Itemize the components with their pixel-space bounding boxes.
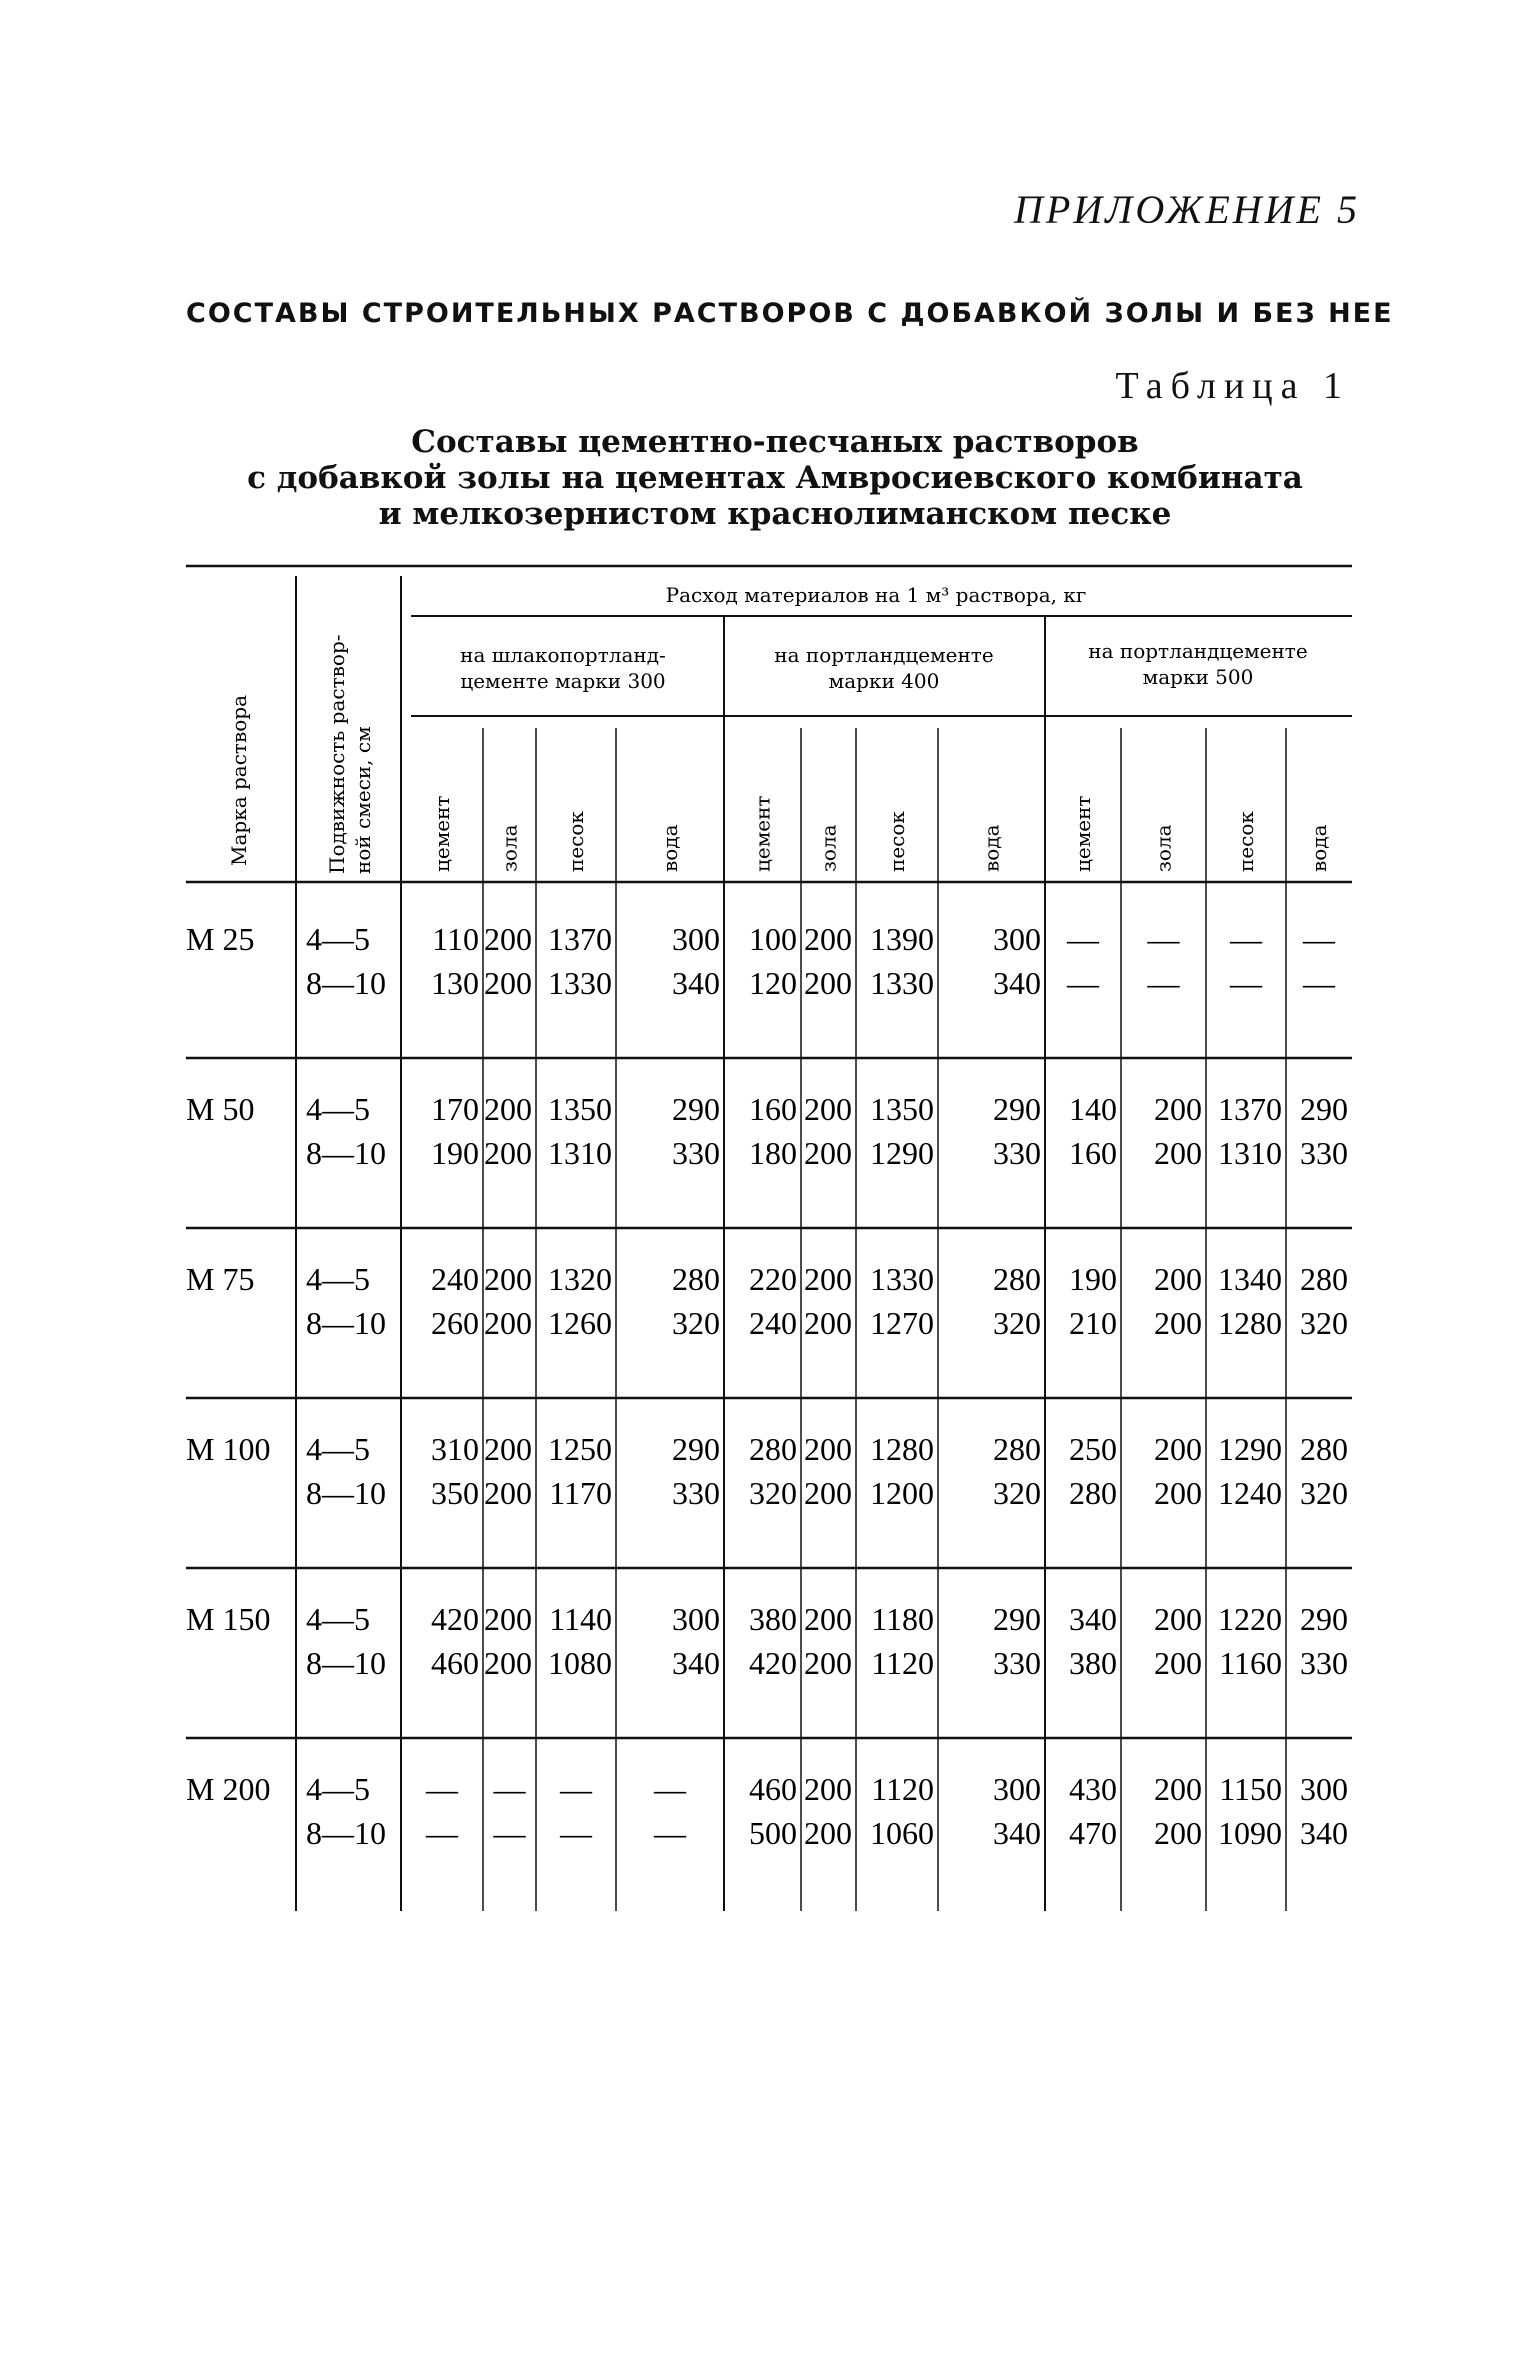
value-cell: 1280 xyxy=(1218,1305,1282,1341)
value-cell: 110 xyxy=(432,921,479,957)
value-cell: 210 xyxy=(1069,1305,1117,1341)
col-header-grade: Марка раствора xyxy=(227,694,251,866)
value-cell: 340 xyxy=(672,1645,720,1681)
table-label: Таблица 1 xyxy=(1115,365,1350,407)
value-cell: — xyxy=(1067,965,1099,1001)
value-cell: 1330 xyxy=(870,965,934,1001)
value-cell: — xyxy=(654,1771,686,1807)
value-cell: — xyxy=(1147,921,1180,957)
value-cell: 1350 xyxy=(548,1091,612,1127)
mobility-cell: 4—5 xyxy=(306,1431,370,1467)
value-cell: 1370 xyxy=(548,921,612,957)
value-cell: 330 xyxy=(1300,1645,1348,1681)
grade-cell: М 25 xyxy=(186,921,255,957)
value-cell: 190 xyxy=(431,1135,479,1171)
subcolumn-header-вода: вода xyxy=(979,824,1004,872)
value-cell: 320 xyxy=(749,1475,797,1511)
group-2-line-1: на портландцементе xyxy=(774,643,994,667)
value-cell: 190 xyxy=(1069,1261,1117,1297)
value-cell: 1290 xyxy=(870,1135,934,1171)
value-cell: 200 xyxy=(804,1645,852,1681)
value-cell: 250 xyxy=(1069,1431,1117,1467)
value-cell: 1350 xyxy=(870,1091,934,1127)
value-cell: 1340 xyxy=(1218,1261,1282,1297)
value-cell: 330 xyxy=(993,1135,1041,1171)
value-cell: 200 xyxy=(804,965,852,1001)
value-cell: 420 xyxy=(749,1645,797,1681)
value-cell: 200 xyxy=(1154,1601,1202,1637)
value-cell: 340 xyxy=(1069,1601,1117,1637)
value-cell: 120 xyxy=(749,965,797,1001)
value-cell: 200 xyxy=(804,1815,852,1851)
value-cell: 290 xyxy=(672,1431,720,1467)
value-cell: 300 xyxy=(993,921,1041,957)
group-3-line-2: марки 500 xyxy=(1142,665,1254,689)
value-cell: 200 xyxy=(1154,1475,1202,1511)
value-cell: — xyxy=(560,1815,592,1851)
value-cell: 310 xyxy=(431,1431,479,1467)
value-cell: 290 xyxy=(672,1091,720,1127)
value-cell: 260 xyxy=(431,1305,479,1341)
value-cell: 460 xyxy=(431,1645,479,1681)
consumption-header: Расход материалов на 1 м³ раствора, кг xyxy=(665,583,1087,607)
value-cell: 300 xyxy=(672,921,720,957)
value-cell: 200 xyxy=(484,1601,532,1637)
subcolumn-header-цемент: цемент xyxy=(430,795,454,872)
value-cell: 340 xyxy=(993,965,1041,1001)
value-cell: 1320 xyxy=(548,1261,612,1297)
mobility-cell: 8—10 xyxy=(306,1135,386,1171)
group-3-line-1: на портландцементе xyxy=(1088,639,1308,663)
table-subtitle xyxy=(230,424,1320,532)
value-cell: — xyxy=(493,1815,526,1851)
value-cell: 280 xyxy=(1300,1261,1348,1297)
value-cell: 300 xyxy=(672,1601,720,1637)
col-header-mobility-2: ной смеси, см xyxy=(351,726,375,874)
subcolumn-header-цемент: цемент xyxy=(750,795,775,872)
subcolumn-header-зола: зола xyxy=(1151,824,1176,872)
subcolumn-header-песок: песок xyxy=(1234,811,1258,872)
value-cell: 500 xyxy=(749,1815,797,1851)
value-cell: 1180 xyxy=(871,1601,934,1637)
grade-cell: М 75 xyxy=(186,1261,255,1297)
value-cell: 200 xyxy=(1154,1261,1202,1297)
value-cell: 280 xyxy=(749,1431,797,1467)
value-cell: 340 xyxy=(1300,1815,1348,1851)
main-title: СОСТАВЫ СТРОИТЕЛЬНЫХ РАСТВОРОВ С ДОБАВКОЙ ЗОЛЫ И БЕЗ НЕЕ xyxy=(186,298,1394,329)
value-cell: 1090 xyxy=(1218,1815,1282,1851)
value-cell: 200 xyxy=(484,921,532,957)
value-cell: 290 xyxy=(993,1091,1041,1127)
value-cell: 200 xyxy=(484,1645,532,1681)
value-cell: 200 xyxy=(1154,1305,1202,1341)
value-cell: 140 xyxy=(1069,1091,1117,1127)
value-cell: — xyxy=(1303,921,1335,957)
value-cell: 280 xyxy=(993,1261,1041,1297)
value-cell: 200 xyxy=(484,1475,532,1511)
value-cell: 170 xyxy=(431,1091,479,1127)
grade-cell: М 100 xyxy=(186,1431,271,1467)
mortar-composition-table xyxy=(186,556,1352,1921)
value-cell: 1080 xyxy=(548,1645,612,1681)
value-cell: 200 xyxy=(804,921,852,957)
value-cell: 200 xyxy=(1154,1135,1202,1171)
mobility-cell: 8—10 xyxy=(306,1305,386,1341)
subcolumn-header-песок: песок xyxy=(564,811,588,872)
value-cell: 1150 xyxy=(1219,1771,1282,1807)
subcolumn-header-вода: вода xyxy=(1307,824,1331,872)
value-cell: — xyxy=(654,1815,686,1851)
value-cell: 200 xyxy=(1154,1431,1202,1467)
value-cell: 460 xyxy=(749,1771,797,1807)
value-cell: — xyxy=(1230,965,1262,1001)
value-cell: — xyxy=(493,1771,526,1807)
value-cell: 330 xyxy=(672,1475,720,1511)
value-cell: 200 xyxy=(804,1771,852,1807)
value-cell: 200 xyxy=(1154,1091,1202,1127)
value-cell: 320 xyxy=(1300,1305,1348,1341)
value-cell: 380 xyxy=(1069,1645,1117,1681)
value-cell: 330 xyxy=(993,1645,1041,1681)
value-cell: — xyxy=(1303,965,1335,1001)
value-cell: 1250 xyxy=(548,1431,612,1467)
value-cell: 200 xyxy=(804,1091,852,1127)
value-cell: 290 xyxy=(1300,1091,1348,1127)
value-cell: 100 xyxy=(749,921,797,957)
value-cell: 1330 xyxy=(870,1261,934,1297)
value-cell: 340 xyxy=(993,1815,1041,1851)
mobility-cell: 8—10 xyxy=(306,1645,386,1681)
value-cell: 280 xyxy=(672,1261,720,1297)
value-cell: 200 xyxy=(484,965,532,1001)
value-cell: 290 xyxy=(993,1601,1041,1637)
value-cell: 320 xyxy=(993,1475,1041,1511)
appendix-label: ПРИЛОЖЕНИЕ 5 xyxy=(1014,187,1360,232)
value-cell: — xyxy=(1147,965,1180,1001)
value-cell: 200 xyxy=(804,1601,852,1637)
value-cell: 350 xyxy=(431,1475,479,1511)
value-cell: 1060 xyxy=(870,1815,934,1851)
value-cell: 1220 xyxy=(1218,1601,1282,1637)
value-cell: 1290 xyxy=(1218,1431,1282,1467)
value-cell: — xyxy=(426,1771,458,1807)
value-cell: 1330 xyxy=(548,965,612,1001)
subcolumn-header-зола: зола xyxy=(816,824,841,872)
subcolumn-header-вода: вода xyxy=(658,824,682,872)
value-cell: 200 xyxy=(804,1135,852,1171)
value-cell: 1160 xyxy=(1219,1645,1282,1681)
value-cell: 1310 xyxy=(1218,1135,1282,1171)
value-cell: 320 xyxy=(1300,1475,1348,1511)
value-cell: 470 xyxy=(1069,1815,1117,1851)
value-cell: — xyxy=(426,1815,458,1851)
mobility-cell: 8—10 xyxy=(306,1475,386,1511)
value-cell: 200 xyxy=(1154,1815,1202,1851)
group-1-line-1: на шлакопортланд- xyxy=(460,643,666,667)
value-cell: 320 xyxy=(993,1305,1041,1341)
mobility-cell: 8—10 xyxy=(306,965,386,1001)
group-2-line-2: марки 400 xyxy=(828,669,940,693)
subcolumn-header-цемент: цемент xyxy=(1071,795,1095,872)
value-cell: 380 xyxy=(749,1601,797,1637)
grade-cell: М 50 xyxy=(186,1091,255,1127)
value-cell: 240 xyxy=(431,1261,479,1297)
value-cell: 200 xyxy=(484,1091,532,1127)
value-cell: 200 xyxy=(804,1261,852,1297)
value-cell: 420 xyxy=(431,1601,479,1637)
subtitle-line-2: с добавкой золы на цементах Амвросиевского комбината xyxy=(247,460,1303,496)
value-cell: — xyxy=(560,1771,592,1807)
value-cell: 1170 xyxy=(549,1475,612,1511)
table-body xyxy=(186,921,1348,1851)
grade-cell: М 150 xyxy=(186,1601,271,1637)
value-cell: 200 xyxy=(484,1431,532,1467)
value-cell: 320 xyxy=(672,1305,720,1341)
subtitle-line-1: Составы цементно-песчаных растворов xyxy=(411,424,1139,460)
value-cell: 1280 xyxy=(870,1431,934,1467)
value-cell: 200 xyxy=(484,1261,532,1297)
value-cell: — xyxy=(1067,921,1099,957)
value-cell: 200 xyxy=(804,1475,852,1511)
value-cell: 280 xyxy=(1300,1431,1348,1467)
value-cell: 240 xyxy=(749,1305,797,1341)
value-cell: 200 xyxy=(1154,1771,1202,1807)
value-cell: 200 xyxy=(804,1431,852,1467)
grade-cell: М 200 xyxy=(186,1771,271,1807)
value-cell: 1270 xyxy=(870,1305,934,1341)
value-cell: 300 xyxy=(1300,1771,1348,1807)
value-cell: 1260 xyxy=(548,1305,612,1341)
value-cell: 430 xyxy=(1069,1771,1117,1807)
mobility-cell: 8—10 xyxy=(306,1815,386,1851)
value-cell: 1200 xyxy=(870,1475,934,1511)
value-cell: 200 xyxy=(804,1305,852,1341)
mobility-cell: 4—5 xyxy=(306,1771,370,1807)
subcolumn-header-зола: зола xyxy=(497,824,522,872)
value-cell: 340 xyxy=(672,965,720,1001)
mobility-cell: 4—5 xyxy=(306,921,370,957)
mobility-cell: 4—5 xyxy=(306,1091,370,1127)
value-cell: 280 xyxy=(1069,1475,1117,1511)
value-cell: 1240 xyxy=(1218,1475,1282,1511)
col-header-mobility-1: Подвижность раствор- xyxy=(325,634,349,874)
value-cell: 200 xyxy=(484,1305,532,1341)
value-cell: 200 xyxy=(1154,1645,1202,1681)
value-cell: 1390 xyxy=(870,921,934,957)
value-cell: 290 xyxy=(1300,1601,1348,1637)
value-cell: 330 xyxy=(1300,1135,1348,1171)
table-grid xyxy=(186,556,1352,1921)
subtitle-line-3: и мелкозернистом краснолиманском песке xyxy=(378,496,1172,532)
value-cell: 200 xyxy=(484,1135,532,1171)
value-cell: — xyxy=(1230,921,1262,957)
value-cell: 1120 xyxy=(871,1771,934,1807)
value-cell: 330 xyxy=(672,1135,720,1171)
value-cell: 160 xyxy=(749,1091,797,1127)
group-1-line-2: цементе марки 300 xyxy=(460,669,666,693)
value-cell: 220 xyxy=(749,1261,797,1297)
value-cell: 300 xyxy=(993,1771,1041,1807)
value-cell: 160 xyxy=(1069,1135,1117,1171)
mobility-cell: 4—5 xyxy=(306,1261,370,1297)
value-cell: 280 xyxy=(993,1431,1041,1467)
mobility-cell: 4—5 xyxy=(306,1601,370,1637)
value-cell: 130 xyxy=(431,965,479,1001)
value-cell: 1140 xyxy=(549,1601,612,1637)
value-cell: 1310 xyxy=(548,1135,612,1171)
value-cell: 180 xyxy=(749,1135,797,1171)
value-cell: 1370 xyxy=(1218,1091,1282,1127)
value-cell: 1120 xyxy=(871,1645,934,1681)
subcolumn-header-песок: песок xyxy=(885,811,909,872)
subcolumn-headers xyxy=(430,796,1331,872)
